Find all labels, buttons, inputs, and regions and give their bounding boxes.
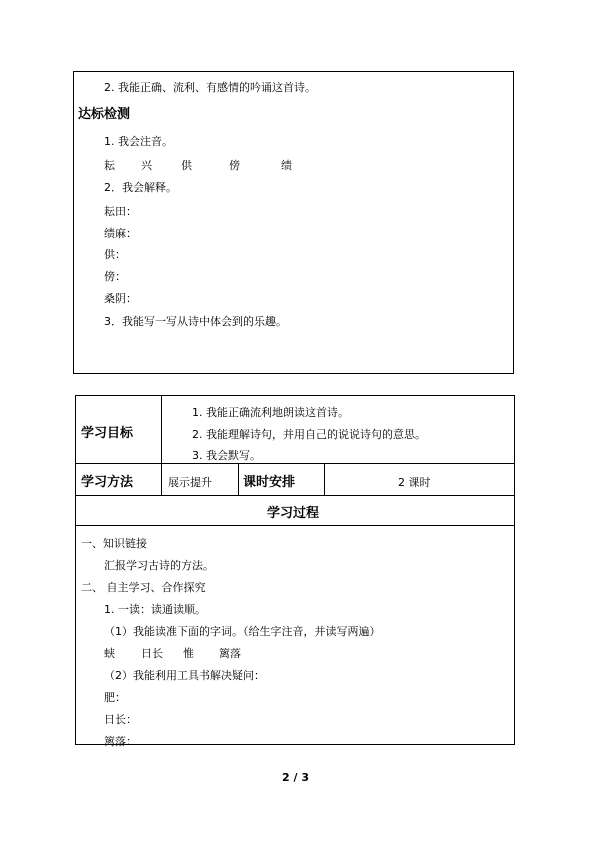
section-title-assessment: 达标检测 [78, 107, 131, 122]
method-label: 学习方法 [81, 475, 134, 490]
row-divider-1 [75, 463, 515, 464]
vocab-liluo: 篱落 [219, 647, 241, 660]
row-divider-2 [75, 495, 515, 496]
term-richang: 日长： [104, 713, 137, 726]
term-fei: 肥： [104, 691, 126, 704]
char-ji: 绩 [281, 159, 292, 172]
schedule-value: 2 课时 [398, 476, 431, 489]
term-gong: 供： [104, 248, 126, 261]
vocab-richang: 日长 [141, 647, 163, 660]
question-3: 3．我能写一写从诗中体会到的乐趣。 [104, 315, 287, 328]
knowledge-link-text: 汇报学习古诗的方法。 [104, 559, 214, 572]
self-study-step-1b: （2）我能利用工具书解决疑问： [104, 669, 265, 682]
goal-label: 学习目标 [81, 426, 134, 441]
char-xing: 兴 [141, 159, 152, 172]
goal-line-2: 2. 我能正确、流利、有感情的吟诵这首诗。 [104, 81, 316, 94]
col-divider-method [238, 463, 239, 495]
process-title: 学习过程 [267, 506, 320, 521]
col-divider-label [161, 395, 162, 495]
page-number: 2 / 3 [282, 771, 309, 784]
char-bang: 傍 [229, 159, 240, 172]
self-study-step-1a: （1）我能读准下面的字词。（给生字注音，并读写两遍） [104, 625, 381, 638]
col-divider-schedule [324, 463, 325, 495]
term-liluo: 篱落： [104, 735, 137, 748]
self-study-step-1: 1. 一读：读通读顺。 [104, 603, 206, 616]
char-gong: 供 [181, 159, 192, 172]
term-bang: 傍： [104, 270, 126, 283]
goal-item-2: 2. 我能理解诗句，并用自己的说说诗句的意思。 [192, 428, 426, 441]
term-sangyin: 桑阴： [104, 292, 137, 305]
vocab-jia: 蛱 [104, 647, 115, 660]
term-yuntian: 耘田： [104, 205, 137, 218]
question-1: 1. 我会注音。 [104, 135, 173, 148]
term-jima: 绩麻： [104, 227, 137, 240]
method-value: 展示提升 [168, 476, 212, 489]
row-divider-3 [75, 525, 515, 526]
char-yun: 耘 [104, 159, 115, 172]
question-2: 2．我会解释。 [104, 181, 177, 194]
schedule-label: 课时安排 [243, 475, 296, 490]
goal-item-3: 3. 我会默写。 [192, 449, 261, 462]
section-knowledge-link: 一、知识链接 [81, 537, 147, 550]
vocab-wei: 惟 [183, 647, 194, 660]
goal-item-1: 1. 我能正确流利地朗读这首诗。 [192, 406, 349, 419]
section-self-study: 二、 自主学习、合作探究 [81, 581, 206, 594]
